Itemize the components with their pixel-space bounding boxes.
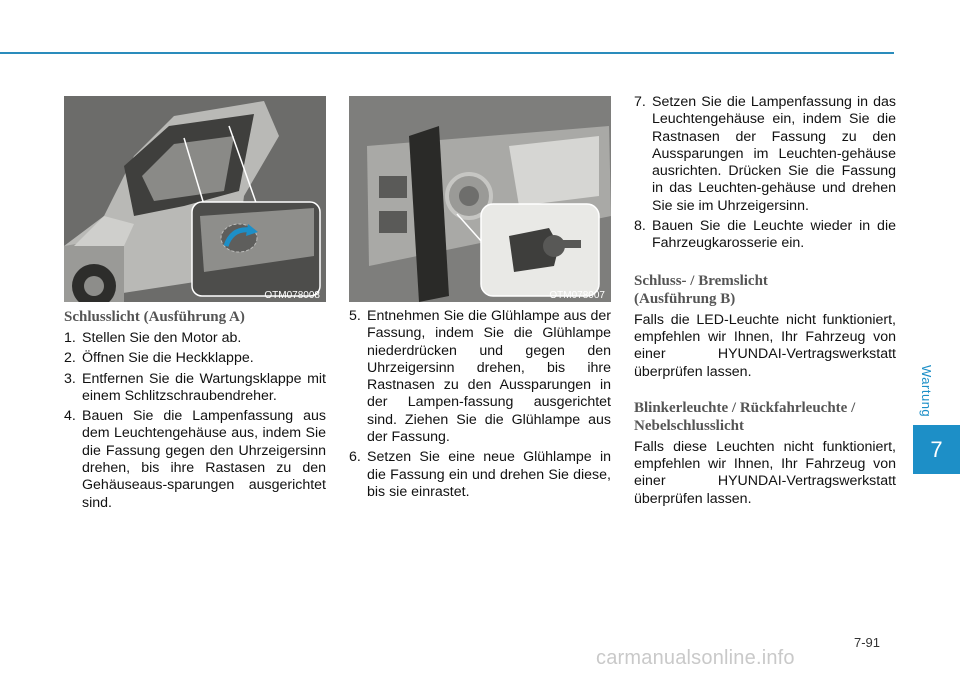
step-text: Stellen Sie den Motor ab.: [82, 330, 242, 346]
step-text: Entnehmen Sie die Glühlampe aus der Fassung, indem Sie die Glühlampe niederdrücken und gegen den Uhrzeigersinn drehen, bis ihre Rastnasen zu den Aussparungen in der Lampen-fassung ausgerichtet sind. Ziehen Sie die Glühlampe aus der Fassung.: [367, 308, 611, 446]
section-heading: Schlusslicht (Ausführung A): [64, 309, 245, 325]
step-text: Setzen Sie die Lampenfassung in das Leuchtengehäuse ein, indem Sie die Rastnasen der Fassung zu den Aussparungen im Leuchten-gehäuse ausrichten. Drücken Sie die Fassung in das Leuchten-gehäuse und drehen Sie sie im Uhrzeigersinn.: [652, 94, 896, 214]
list-item: [634, 94, 896, 215]
chapter-tab: [913, 425, 960, 474]
step-number: 7.: [634, 94, 646, 110]
heading-line: (Ausführung B): [634, 290, 736, 307]
page-number: 7-91: [854, 635, 881, 650]
paragraph: Falls diese Leuchten nicht funktioniert, empfehlen wir Ihnen, Ihr Fahrzeug von einer HYUNDAI-Vertragswerkstatt überprüfen lassen.: [634, 438, 896, 507]
step-text: Setzen Sie eine neue Glühlampe in die Fassung ein und drehen Sie diese, bis sie einrastet.: [367, 449, 611, 500]
lamp-socket-illustration: [349, 96, 611, 302]
section-heading: [634, 272, 896, 308]
tailgate-illustration: [64, 96, 326, 302]
step-text: Öffnen Sie die Heckklappe.: [82, 350, 254, 367]
list-item: [64, 330, 326, 347]
step-text: Bauen Sie die Leuchte wieder in die Fahrzeugkarosserie ein.: [652, 218, 896, 252]
section-heading: [634, 399, 896, 435]
watermark: carmanualsonline.info: [596, 647, 795, 669]
list-item: [64, 350, 326, 367]
list-item: [349, 308, 611, 446]
step-number: 5.: [349, 308, 361, 324]
step-text: Bauen Sie die Lampenfassung aus dem Leuchtengehäuse aus, indem Sie die Fassung gegen den Uhrzeigersinn drehen, bis ihre Rastasen zu den Gehäuseaus-sparungen ausgerichtet sind.: [82, 408, 326, 511]
steps-list: [634, 94, 896, 253]
column-1: [64, 308, 326, 515]
figure-code: OTM078008: [264, 290, 320, 301]
step-number: 1.: [64, 330, 76, 346]
step-number: 8.: [634, 218, 646, 235]
header-rule: [0, 52, 894, 54]
paragraph: Falls die LED-Leuchte nicht funktioniert, empfehlen wir Ihnen, Ihr Fahrzeug von einer HYUNDAI-Vertragswerkstatt überprüfen lassen.: [634, 311, 896, 380]
heading-line: Nebelschlusslicht: [634, 417, 745, 434]
list-item: [64, 371, 326, 406]
steps-list: [64, 330, 326, 512]
step-number: 3.: [64, 370, 76, 387]
column-2: [349, 308, 611, 504]
heading-line: Blinkerleuchte / Rückfahrleuchte /: [634, 399, 856, 416]
list-item: [64, 408, 326, 512]
figure-lamp-socket: [349, 96, 611, 302]
step-number: 6.: [349, 449, 361, 466]
figure-code: OTM078007: [549, 290, 605, 301]
heading-line: Schluss- / Bremslicht: [634, 272, 768, 289]
steps-list: [349, 308, 611, 501]
step-number: 2.: [64, 350, 76, 367]
list-item: [349, 449, 611, 501]
step-text: Entfernen Sie die Wartungsklappe mit einem Schlitzschraubendreher.: [82, 370, 326, 404]
column-3: [634, 94, 896, 508]
step-number: 4.: [64, 408, 76, 425]
section-side-label: Wartung: [919, 365, 934, 418]
figure-tailgate: [64, 96, 326, 302]
chapter-number: 7: [930, 436, 943, 462]
list-item: [634, 218, 896, 253]
